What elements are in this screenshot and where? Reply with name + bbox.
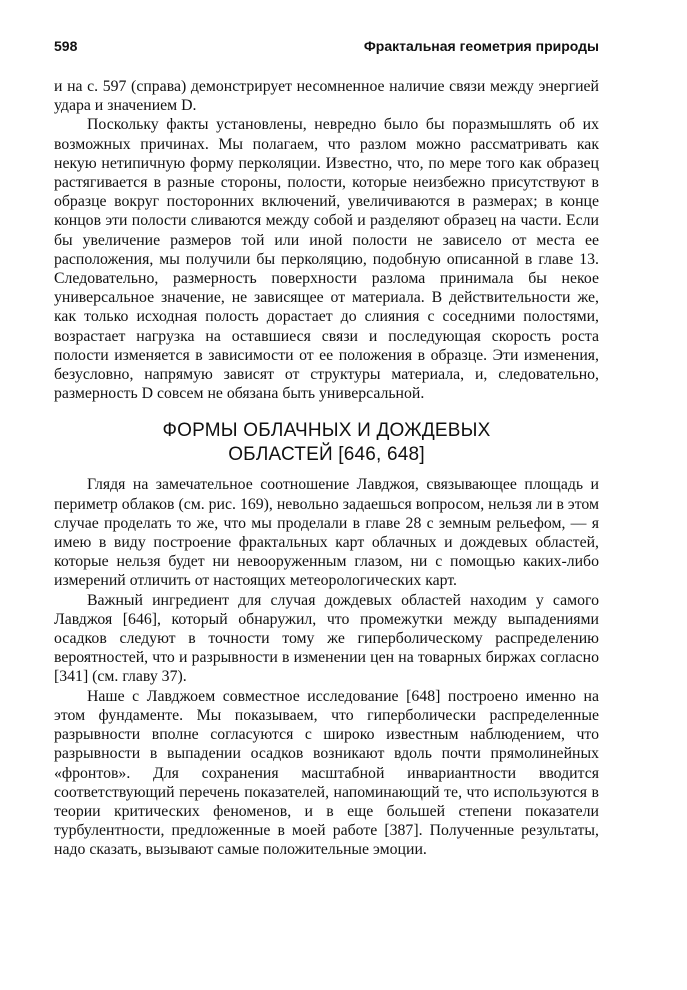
- section-heading-line-2: ОБЛАСТЕЙ [646, 648]: [228, 444, 425, 466]
- section-heading: [54, 419, 599, 467]
- page-body: [54, 77, 599, 860]
- paragraph-joint-study: Наше с Лавджоем совместное исследование [648] построено именно на этом фундаменте. Мы показываем, что гиперболически распределенные разрывности вполне согласуются с широко известным наблюдением, что разрывности в выпадении осадков возникают вдоль почти прямолинейных «фронтов». Для сохранения масштабной инвариантности вводится соответствующий перечень показателей, напоминающий те, что используются в теории критических феноменов, и в еще большей степени показатели турбулентности, предложенные в моей работе [387]. Полученные результаты, надо сказать, вызывают самые положительные эмоции.: [54, 687, 599, 859]
- section-heading-line-1: ФОРМЫ ОБЛАЧНЫХ И ДОЖДЕВЫХ: [162, 420, 491, 442]
- paragraph-fracture-percolation: Поскольку факты установлены, невредно было бы поразмышлять об их возможных причинах. Мы полагаем, что разлом можно рассматривать как некую нетипичную форму перколяции. Известно, что, по мере того как образец растягивается в разные стороны, полости, которые неизбежно присутствуют в образце вокруг посторонних включений, увеличиваются в размерах; в конце концов эти полости сливаются между собой и разделяют образец на части. Если бы увеличение размеров той или иной полости не зависело от места ее расположения, мы получили бы перколяцию, подобную описанной в главе 13. Следовательно, размерность поверхности разлома принимала бы некое универсальное значение, не зависящее от материала. В действительности же, как только исходная полость дорастает до слияния с соседними полостями, возрастает нагрузка на оставшиеся связи и последующая скорость роста полости изменяется в зависимости от ее положения в образце. Эти изменения, безусловно, напрямую зависят от структуры материала, и, следовательно, размерность D совсем не обязана быть универсальной.: [54, 116, 599, 403]
- paragraph-rain-ingredient: Важный ингредиент для случая дождевых областей находим у самого Лавджоя [646], который обнаружил, что промежутки между выпадениями осадков следуют в точности тому же гиперболическому распределению вероятностей, что и разрывности в изменении цен на товарных биржах согласно [341] (см. главу 37).: [54, 591, 599, 686]
- paragraph-continuation: и на с. 597 (справа) демонстрирует несомненное наличие связи между энергией удара и значением D.: [54, 78, 599, 115]
- book-title: Фрактальная геометрия природы: [363, 38, 599, 54]
- page-number: 598: [54, 38, 78, 54]
- paragraph-lovejoy-relation: Глядя на замечательное соотношение Лавджоя, связывающее площадь и периметр облаков (см. рис. 169), невольно задаешься вопросом, нельзя ли в этом случае проделать то же, что мы проделали в главе 28 с земным рельефом, — я имею в виду построение фрактальных карт облачных и дождевых областей, которые нельзя будет ни невооруженным глазом, ни с помощью каких-либо измерений отличить от настоящих метеорологических карт.: [54, 476, 599, 590]
- running-head: [54, 36, 599, 56]
